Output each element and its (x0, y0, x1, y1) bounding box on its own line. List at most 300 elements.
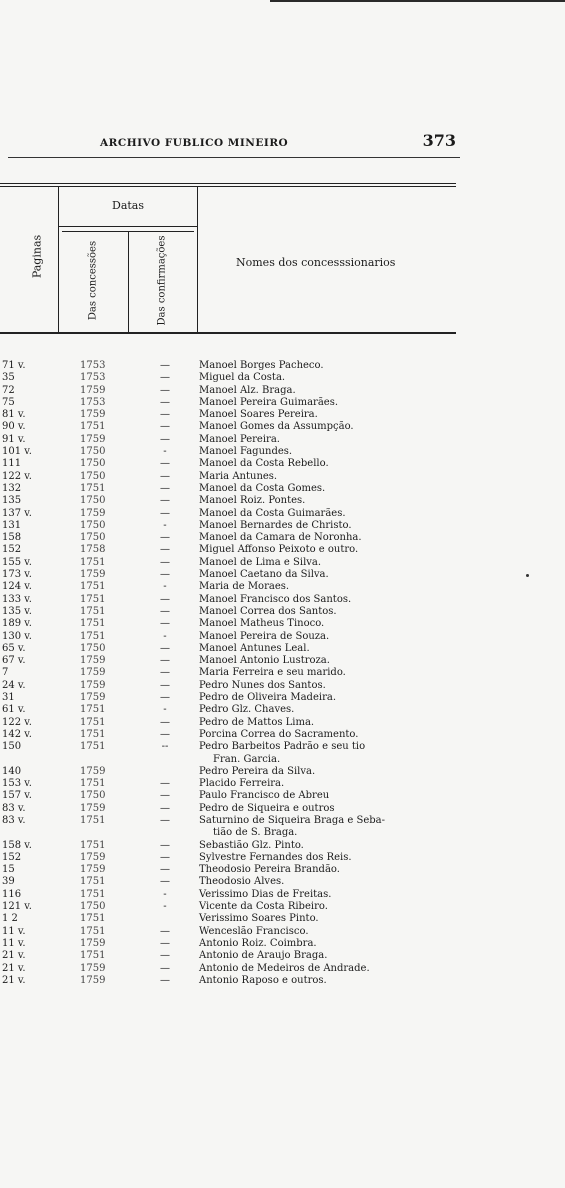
cell-paginas: 140 (2, 765, 22, 777)
table-row (0, 692, 470, 704)
cell-nome (199, 385, 461, 397)
nome-line: Antonio de Medeiros de Andrade. (199, 962, 370, 974)
nome-line: Pedro Glz. Chaves. (199, 704, 295, 716)
cell-paginas: 135 v. (2, 605, 32, 617)
table-row (0, 594, 470, 606)
cell-paginas: 83 v. (2, 802, 26, 814)
cell-nome (199, 913, 461, 925)
cell-concessao: 1750 (80, 790, 106, 802)
nome-line: Antonio de Araujo Braga. (199, 950, 328, 962)
cell-concessao: 1750 (80, 470, 106, 482)
nome-line: Saturnino de Siqueira Braga e Seba- (199, 814, 385, 826)
cell-confirmacao: — (160, 569, 170, 581)
cell-confirmacao: — (160, 876, 170, 888)
cell-concessao: 1751 (80, 630, 106, 642)
cell-confirmacao: - (163, 446, 167, 458)
cell-nome (199, 446, 461, 458)
cell-concessao: 1751 (80, 888, 106, 900)
cell-confirmacao: — (160, 962, 170, 974)
cell-nome (199, 926, 461, 938)
cell-nome (199, 594, 461, 606)
cell-paginas: 21 v. (2, 950, 26, 962)
nome-line: Antonio Raposo e outros. (199, 974, 327, 986)
cell-concessao: 1751 (80, 876, 106, 888)
cell-concessao: 1750 (80, 642, 106, 654)
cell-paginas: 131 (2, 519, 22, 531)
table-row (0, 778, 470, 790)
header-datas: Datas (112, 199, 145, 212)
cell-concessao: 1751 (80, 741, 106, 753)
cell-nome (199, 557, 461, 569)
cell-paginas: 91 v. (2, 433, 26, 445)
table-row (0, 446, 470, 458)
nome-line: Manoel Matheus Tinoco. (199, 618, 325, 630)
cell-concessao: 1751 (80, 581, 106, 593)
cell-paginas: 130 v. (2, 630, 32, 642)
cell-nome (199, 631, 461, 643)
nome-line: Manoel Soares Pereira. (199, 409, 318, 421)
cell-confirmacao: — (160, 605, 170, 617)
cell-confirmacao: — (160, 384, 170, 396)
nome-line: Manoel Antonio Lustroza. (199, 655, 330, 667)
cell-paginas: 122 v. (2, 716, 32, 728)
cell-nome (199, 950, 461, 962)
cell-concessao: 1751 (80, 618, 106, 630)
table-row (0, 421, 470, 433)
top-edge-rule (270, 0, 565, 2)
table-row (0, 434, 470, 446)
cell-nome (199, 704, 461, 716)
cell-paginas: 11 v. (2, 937, 26, 949)
table-row (0, 852, 470, 864)
cell-concessao: 1759 (80, 679, 106, 691)
table-row (0, 938, 470, 950)
cell-concessao: 1753 (80, 360, 106, 371)
table-row (0, 532, 470, 544)
cell-paginas: 157 v. (2, 790, 32, 802)
cell-nome (199, 840, 461, 852)
table-top-rule (0, 183, 456, 184)
cell-paginas: 111 (2, 458, 22, 470)
nome-line: Pedro Barbeitos Padrão e seu tio (199, 741, 366, 753)
table-row (0, 643, 470, 655)
cell-paginas: 31 (2, 692, 15, 704)
cell-paginas: 1 2 (2, 913, 18, 925)
cell-paginas: 75 (2, 396, 15, 408)
cell-concessao: 1759 (80, 409, 106, 421)
nome-line: Manoel da Camara de Noronha. (199, 532, 362, 544)
nome-line: Verissimo Dias de Freitas. (199, 888, 332, 900)
cell-paginas: 133 v. (2, 593, 32, 605)
header-rule (8, 157, 460, 158)
nome-line: Verissimo Soares Pinto. (199, 913, 319, 925)
nome-line: Manoel Francisco dos Santos. (199, 593, 352, 605)
cell-concessao: 1759 (80, 851, 106, 863)
cell-concessao: 1759 (80, 655, 106, 667)
table-row (0, 397, 470, 409)
nome-line: Placido Ferreira. (199, 778, 285, 790)
cell-confirmacao: - (163, 630, 167, 642)
nome-line: Pedro Nunes dos Santos. (199, 679, 326, 691)
cell-nome (199, 680, 461, 692)
cell-nome (199, 803, 461, 815)
cell-concessao: 1751 (80, 593, 106, 605)
cell-paginas: 61 v. (2, 704, 26, 716)
cell-nome (199, 692, 461, 704)
cell-concessao: 1759 (80, 692, 106, 704)
cell-concessao: 1750 (80, 495, 106, 507)
cell-nome (199, 643, 461, 655)
cell-nome (199, 655, 461, 667)
table-row (0, 606, 470, 618)
cell-paginas: 142 v. (2, 728, 32, 740)
nome-line: Theodosio Pereira Brandão. (199, 864, 340, 876)
cell-confirmacao: — (160, 458, 170, 470)
cell-nome (199, 606, 461, 618)
cell-nome (199, 421, 461, 433)
cell-confirmacao: — (160, 433, 170, 445)
cell-paginas: 173 v. (2, 569, 32, 581)
table-row (0, 766, 470, 778)
cell-confirmacao: -- (161, 741, 169, 753)
nome-line: Pedro Pereira da Silva. (199, 765, 316, 777)
cell-confirmacao: — (160, 642, 170, 654)
cell-nome (199, 852, 461, 864)
cell-paginas: 132 (2, 482, 22, 494)
column-divider (197, 186, 198, 332)
nome-line: Pedro de Mattos Lima. (199, 716, 315, 728)
cell-nome (199, 741, 461, 766)
cell-concessao: 1751 (80, 482, 106, 494)
cell-paginas: 72 (2, 384, 15, 396)
table-row (0, 631, 470, 643)
cell-concessao: 1759 (80, 384, 106, 396)
cell-paginas: 81 v. (2, 409, 26, 421)
cell-concessao: 1751 (80, 556, 106, 568)
column-divider (58, 186, 59, 332)
cell-confirmacao: — (160, 937, 170, 949)
cell-confirmacao: — (160, 360, 170, 371)
table-row (0, 372, 470, 384)
cell-confirmacao: — (160, 925, 170, 937)
cell-concessao: 1751 (80, 913, 106, 925)
nome-line: Maria Ferreira e seu marido. (199, 667, 346, 679)
cell-nome (199, 975, 461, 987)
datas-rule-double (62, 231, 194, 232)
cell-confirmacao: — (160, 974, 170, 986)
cell-concessao: 1759 (80, 433, 106, 445)
cell-paginas: 83 v. (2, 814, 26, 826)
cell-paginas: 153 v. (2, 778, 32, 790)
table-row (0, 926, 470, 938)
table-row (0, 483, 470, 495)
table-row (0, 458, 470, 470)
header-paginas: Paginas (30, 234, 44, 279)
header-nomes: Nomes dos concesssionarios (236, 256, 396, 269)
table-row (0, 667, 470, 679)
table-row (0, 581, 470, 593)
cell-paginas: 121 v. (2, 901, 32, 913)
cell-confirmacao: — (160, 667, 170, 679)
cell-paginas: 67 v. (2, 655, 26, 667)
table-row (0, 618, 470, 630)
cell-paginas: 101 v. (2, 446, 32, 458)
cell-nome (199, 876, 461, 888)
nome-line: Manoel Caetano da Silva. (199, 569, 329, 581)
cell-concessao: 1751 (80, 704, 106, 716)
table-row (0, 680, 470, 692)
cell-confirmacao: — (160, 495, 170, 507)
nome-line: Maria Antunes. (199, 470, 278, 482)
cell-confirmacao: — (160, 409, 170, 421)
cell-concessao: 1753 (80, 396, 106, 408)
header-confirmacoes: Das confirmações (156, 235, 168, 326)
table-row (0, 655, 470, 667)
table-row (0, 790, 470, 802)
cell-paginas: 65 v. (2, 642, 26, 654)
cell-nome (199, 520, 461, 532)
nome-line: Sebastião Glz. Pinto. (199, 839, 304, 851)
cell-paginas: 150 (2, 741, 22, 753)
cell-nome (199, 963, 461, 975)
cell-nome (199, 544, 461, 556)
cell-concessao: 1750 (80, 519, 106, 531)
nome-line: Manoel Alz. Braga. (199, 384, 296, 396)
nome-line: Manoel Pereira. (199, 433, 280, 445)
cell-paginas: 135 (2, 495, 22, 507)
table-row (0, 520, 470, 532)
cell-paginas: 21 v. (2, 962, 26, 974)
cell-confirmacao: — (160, 814, 170, 826)
table-row (0, 717, 470, 729)
cell-nome (199, 790, 461, 802)
cell-concessao: 1751 (80, 716, 106, 728)
table-top-rule-double (0, 186, 456, 187)
cell-confirmacao: — (160, 482, 170, 494)
cell-concessao: 1750 (80, 446, 106, 458)
cell-confirmacao: — (160, 470, 170, 482)
cell-nome (199, 532, 461, 544)
nome-line: Antonio Roiz. Coimbra. (199, 937, 317, 949)
nome-line: Manoel Gomes da Assumpção. (199, 421, 354, 433)
nome-line: Miguel Affonso Peixoto e outro. (199, 544, 359, 556)
table-row (0, 803, 470, 815)
nome-line: Porcina Correa do Sacramento. (199, 728, 359, 740)
table-row (0, 963, 470, 975)
nome-line: Manoel da Costa Rebello. (199, 458, 329, 470)
cell-concessao: 1751 (80, 925, 106, 937)
cell-confirmacao: — (160, 802, 170, 814)
nome-line: Sylvestre Fernandes dos Reis. (199, 851, 352, 863)
cell-nome (199, 397, 461, 409)
cell-nome (199, 778, 461, 790)
cell-confirmacao: - (163, 581, 167, 593)
cell-paginas: 24 v. (2, 679, 26, 691)
cell-concessao: 1758 (80, 544, 106, 556)
cell-confirmacao: — (160, 507, 170, 519)
cell-paginas: 158 (2, 532, 22, 544)
cell-confirmacao: — (160, 839, 170, 851)
cell-nome (199, 581, 461, 593)
cell-confirmacao: — (160, 950, 170, 962)
table-row (0, 889, 470, 901)
nome-line: Maria de Moraes. (199, 581, 290, 593)
datas-rule (58, 226, 197, 227)
cell-nome (199, 483, 461, 495)
ink-spot (526, 574, 529, 577)
cell-confirmacao: — (160, 679, 170, 691)
table-row (0, 876, 470, 888)
nome-line: Theodosio Alves. (199, 876, 285, 888)
cell-concessao: 1759 (80, 962, 106, 974)
cell-confirmacao: — (160, 372, 170, 384)
nome-line: Pedro de Oliveira Madeira. (199, 692, 336, 704)
table-row (0, 360, 470, 372)
nome-line: Manoel da Costa Guimarães. (199, 507, 346, 519)
cell-confirmacao: — (160, 655, 170, 667)
nome-continuation-line: tião de S. Braga. (213, 827, 298, 839)
nome-line: Miguel da Costa. (199, 372, 286, 384)
cell-concessao: 1759 (80, 937, 106, 949)
cell-concessao: 1751 (80, 778, 106, 790)
cell-paginas: 35 (2, 372, 15, 384)
cell-paginas: 11 v. (2, 925, 26, 937)
cell-confirmacao: — (160, 692, 170, 704)
cell-concessao: 1751 (80, 605, 106, 617)
cell-paginas: 155 v. (2, 556, 32, 568)
nome-line: Manoel Pereira Guimarães. (199, 396, 339, 408)
nome-line: Manoel Fagundes. (199, 446, 293, 458)
table-row (0, 864, 470, 876)
cell-concessao: 1753 (80, 372, 106, 384)
cell-concessao: 1759 (80, 667, 106, 679)
column-divider (128, 232, 129, 332)
cell-concessao: 1751 (80, 950, 106, 962)
cell-nome (199, 458, 461, 470)
table-row (0, 975, 470, 987)
table-header-bottom-rule (0, 332, 456, 334)
nome-line: Manoel Roiz. Pontes. (199, 495, 306, 507)
cell-confirmacao: — (160, 556, 170, 568)
cell-confirmacao: — (160, 618, 170, 630)
cell-nome (199, 372, 461, 384)
table-row (0, 409, 470, 421)
cell-nome (199, 360, 461, 372)
cell-concessao: 1759 (80, 802, 106, 814)
cell-nome (199, 471, 461, 483)
cell-nome (199, 766, 461, 778)
cell-confirmacao: — (160, 544, 170, 556)
cell-paginas: 21 v. (2, 974, 26, 986)
cell-confirmacao: — (160, 593, 170, 605)
page-header (100, 131, 460, 157)
cell-nome (199, 729, 461, 741)
cell-nome (199, 864, 461, 876)
cell-concessao: 1759 (80, 864, 106, 876)
cell-nome (199, 667, 461, 679)
cell-paginas: 116 (2, 888, 22, 900)
nome-line: Manoel Borges Pacheco. (199, 360, 324, 371)
cell-confirmacao: — (160, 716, 170, 728)
table-row (0, 557, 470, 569)
table-row (0, 729, 470, 741)
nome-line: Manoel Antunes Leal. (199, 642, 310, 654)
cell-concessao: 1759 (80, 974, 106, 986)
cell-paginas: 7 (2, 667, 9, 679)
cell-paginas: 152 (2, 851, 22, 863)
cell-confirmacao: — (160, 728, 170, 740)
nome-line: Manoel da Costa Gomes. (199, 482, 326, 494)
cell-confirmacao: — (160, 396, 170, 408)
table-row (0, 815, 470, 840)
cell-concessao: 1759 (80, 569, 106, 581)
table-row (0, 508, 470, 520)
table-row (0, 569, 470, 581)
cell-nome (199, 434, 461, 446)
cell-confirmacao: - (163, 888, 167, 900)
cell-concessao: 1751 (80, 421, 106, 433)
cell-paginas: 137 v. (2, 507, 32, 519)
table-row (0, 495, 470, 507)
cell-paginas: 90 v. (2, 421, 26, 433)
nome-line: Vicente da Costa Ribeiro. (199, 901, 328, 913)
cell-confirmacao: - (163, 901, 167, 913)
table-row (0, 704, 470, 716)
cell-paginas: 124 v. (2, 581, 32, 593)
cell-nome (199, 495, 461, 507)
cell-concessao: 1750 (80, 458, 106, 470)
cell-concessao: 1751 (80, 728, 106, 740)
nome-line: Paulo Francisco de Abreu (199, 790, 330, 802)
cell-paginas: 122 v. (2, 470, 32, 482)
table-row (0, 950, 470, 962)
cell-nome (199, 815, 461, 840)
cell-nome (199, 508, 461, 520)
table-row (0, 840, 470, 852)
nome-line: Manoel Correa dos Santos. (199, 605, 337, 617)
table-row (0, 913, 470, 925)
cell-confirmacao: - (163, 704, 167, 716)
table-row (0, 741, 470, 766)
nome-line: Wenceslão Francisco. (199, 925, 309, 937)
cell-nome (199, 938, 461, 950)
cell-confirmacao: — (160, 864, 170, 876)
cell-nome (199, 901, 461, 913)
cell-nome (199, 618, 461, 630)
cell-confirmacao: — (160, 532, 170, 544)
header-concessoes: Das concessões (87, 240, 99, 321)
nome-line: Manoel de Lima e Silva. (199, 556, 322, 568)
running-title: ARCHIVO FUBLICO MINEIRO (100, 137, 289, 149)
cell-confirmacao: — (160, 421, 170, 433)
cell-concessao: 1751 (80, 839, 106, 851)
cell-concessao: 1759 (80, 765, 106, 777)
table-row (0, 901, 470, 913)
nome-continuation-line: Fran. Garcia. (213, 753, 281, 765)
cell-paginas: 158 v. (2, 839, 32, 851)
cell-nome (199, 717, 461, 729)
cell-nome (199, 889, 461, 901)
cell-concessao: 1759 (80, 507, 106, 519)
table-row (0, 544, 470, 556)
cell-concessao: 1750 (80, 901, 106, 913)
page-number: 373 (422, 131, 456, 150)
table-row (0, 471, 470, 483)
cell-paginas: 189 v. (2, 618, 32, 630)
cell-paginas: 152 (2, 544, 22, 556)
cell-concessao: 1750 (80, 532, 106, 544)
cell-paginas: 15 (2, 864, 15, 876)
